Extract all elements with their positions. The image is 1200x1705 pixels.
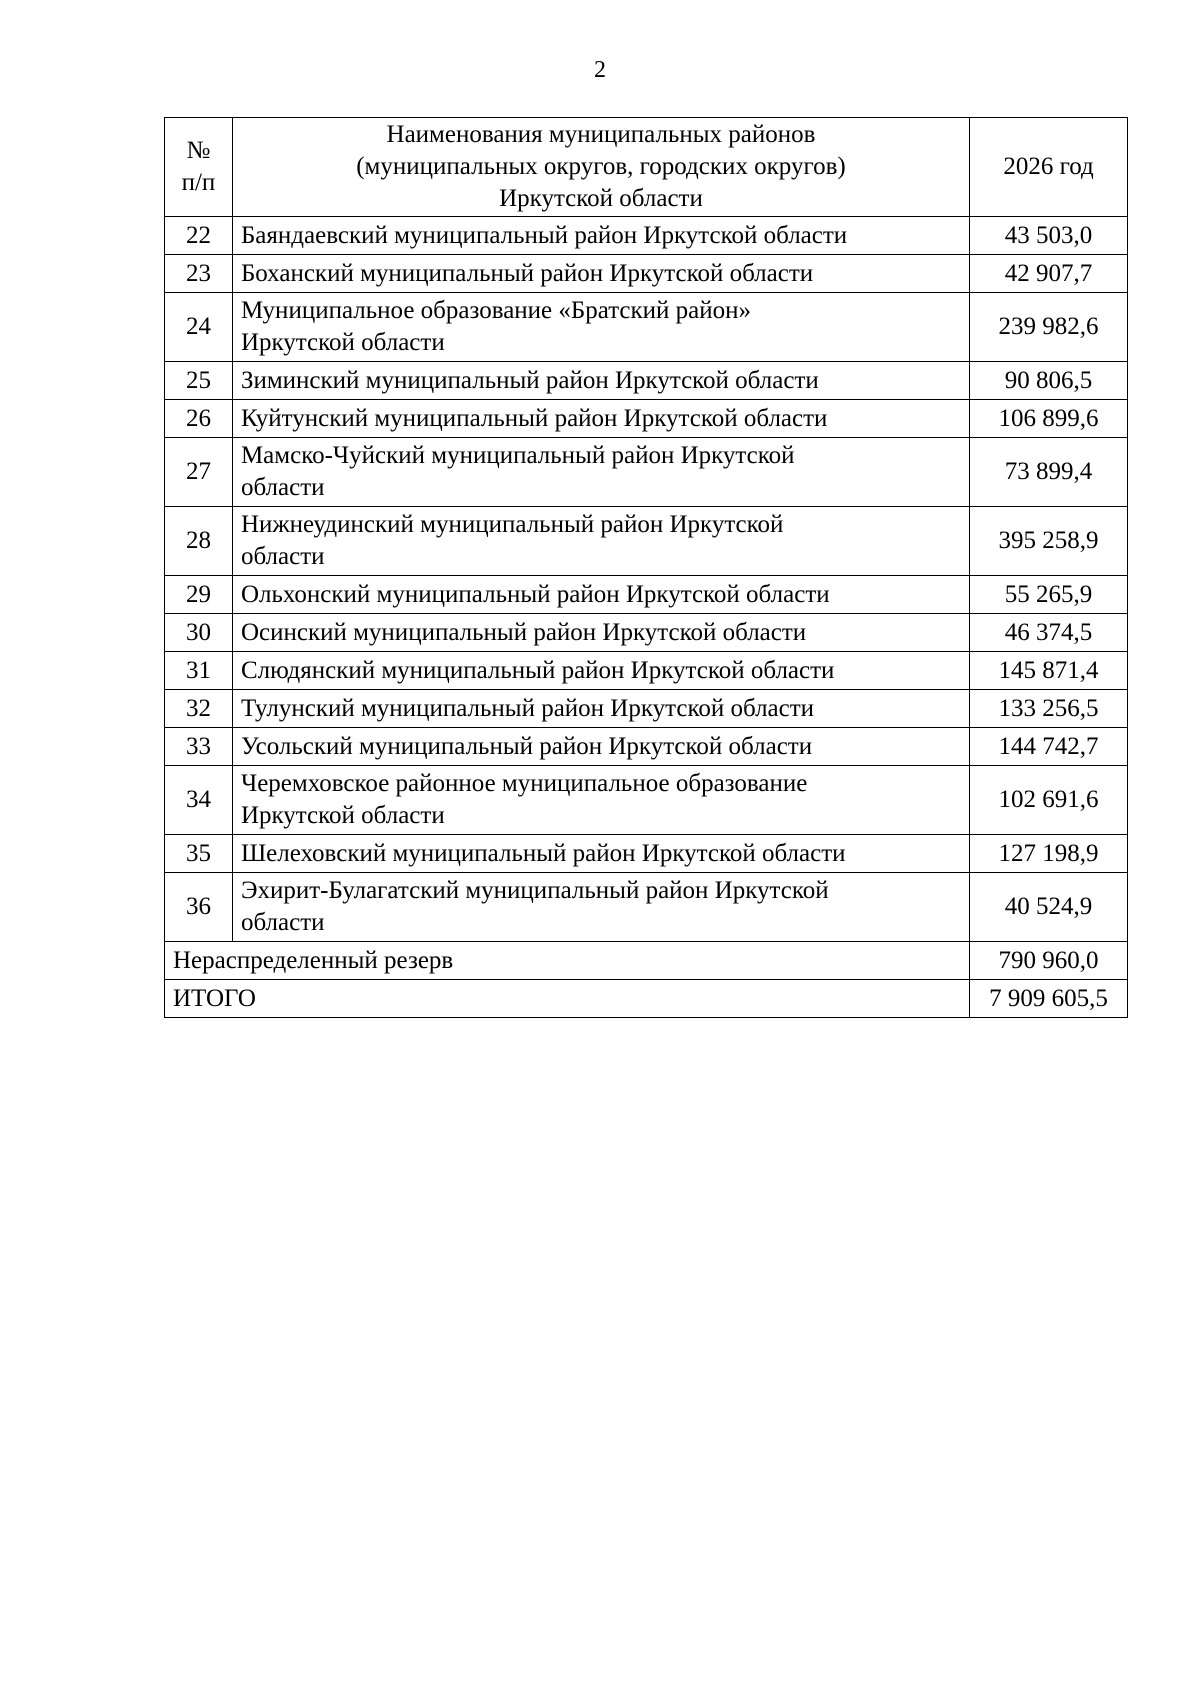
total-row xyxy=(165,980,1128,1018)
row-name-line2: области xyxy=(240,474,325,501)
row-name: Тулунский муниципальный район Иркутской области xyxy=(232,690,969,728)
table-row xyxy=(165,362,1128,400)
table-row xyxy=(165,614,1128,652)
row-value: 102 691,6 xyxy=(970,766,1128,835)
row-name: Осинский муниципальный район Иркутской области xyxy=(232,614,969,652)
row-number: 22 xyxy=(165,217,233,255)
table-row xyxy=(165,690,1128,728)
row-name-line2: Иркутской области xyxy=(240,329,445,356)
table-row xyxy=(165,652,1128,690)
row-number: 31 xyxy=(165,652,233,690)
row-value: 239 982,6 xyxy=(970,293,1128,362)
row-number: 33 xyxy=(165,728,233,766)
row-name-line1: Нижнеудинский муниципальный район Иркутской xyxy=(240,511,784,538)
header-year: 2026 год xyxy=(970,118,1128,217)
header-name xyxy=(232,118,969,217)
table-header-row xyxy=(165,118,1128,217)
row-value: 42 907,7 xyxy=(970,255,1128,293)
row-name: Куйтунский муниципальный район Иркутской области xyxy=(232,400,969,438)
table-row xyxy=(165,766,1128,835)
header-name-line3: Иркутской области xyxy=(499,185,703,212)
row-name: Боханский муниципальный район Иркутской области xyxy=(232,255,969,293)
row-name: Зиминский муниципальный район Иркутской области xyxy=(232,362,969,400)
row-value: 43 503,0 xyxy=(970,217,1128,255)
row-name: Слюдянский муниципальный район Иркутской области xyxy=(232,652,969,690)
total-label: ИТОГО xyxy=(165,980,970,1018)
row-value: 40 524,9 xyxy=(970,873,1128,942)
row-value: 144 742,7 xyxy=(970,728,1128,766)
row-number: 23 xyxy=(165,255,233,293)
table-row xyxy=(165,835,1128,873)
row-name-line2: Иркутской области xyxy=(240,802,445,829)
row-value: 145 871,4 xyxy=(970,652,1128,690)
row-number: 32 xyxy=(165,690,233,728)
table-row xyxy=(165,438,1128,507)
header-number-line2: п/п xyxy=(181,169,216,196)
row-number: 29 xyxy=(165,576,233,614)
row-name: Ольхонский муниципальный район Иркутской области xyxy=(232,576,969,614)
row-name: Усольский муниципальный район Иркутской области xyxy=(232,728,969,766)
row-name-line2: области xyxy=(240,909,325,936)
header-number-line1: № xyxy=(186,137,211,164)
page-number: 2 xyxy=(594,57,606,83)
table-row xyxy=(165,873,1128,942)
table-row xyxy=(165,293,1128,362)
table-row xyxy=(165,255,1128,293)
row-value: 127 198,9 xyxy=(970,835,1128,873)
total-value: 7 909 605,5 xyxy=(970,980,1128,1018)
row-name xyxy=(232,293,969,362)
row-value: 106 899,6 xyxy=(970,400,1128,438)
budget-allocation-table xyxy=(164,117,1128,1018)
row-value: 90 806,5 xyxy=(970,362,1128,400)
row-name xyxy=(232,766,969,835)
row-name-line1: Черемховское районное муниципальное образование xyxy=(240,770,808,797)
table-row xyxy=(165,576,1128,614)
reserve-label: Нераспределенный резерв xyxy=(165,942,970,980)
table-row xyxy=(165,728,1128,766)
row-number: 24 xyxy=(165,293,233,362)
row-number: 28 xyxy=(165,507,233,576)
row-value: 46 374,5 xyxy=(970,614,1128,652)
row-value: 55 265,9 xyxy=(970,576,1128,614)
header-number xyxy=(165,118,233,217)
row-value: 73 899,4 xyxy=(970,438,1128,507)
row-name-line2: области xyxy=(240,543,325,570)
row-name-line1: Мамско-Чуйский муниципальный район Иркутской xyxy=(240,442,795,469)
reserve-row xyxy=(165,942,1128,980)
row-number: 25 xyxy=(165,362,233,400)
row-name-line1: Эхирит-Булагатский муниципальный район Иркутской xyxy=(240,877,829,904)
row-number: 30 xyxy=(165,614,233,652)
row-name xyxy=(232,507,969,576)
header-name-line2: (муниципальных округов, городских округов) xyxy=(356,153,846,180)
row-name: Баяндаевский муниципальный район Иркутской области xyxy=(232,217,969,255)
table-row xyxy=(165,217,1128,255)
row-number: 35 xyxy=(165,835,233,873)
row-value: 395 258,9 xyxy=(970,507,1128,576)
row-number: 26 xyxy=(165,400,233,438)
row-value: 133 256,5 xyxy=(970,690,1128,728)
row-number: 36 xyxy=(165,873,233,942)
row-name: Шелеховский муниципальный район Иркутской области xyxy=(232,835,969,873)
row-name-line1: Муниципальное образование «Братский район» xyxy=(240,297,752,324)
row-name xyxy=(232,438,969,507)
reserve-value: 790 960,0 xyxy=(970,942,1128,980)
row-name xyxy=(232,873,969,942)
table-row xyxy=(165,507,1128,576)
header-name-line1: Наименования муниципальных районов xyxy=(386,121,816,148)
row-number: 34 xyxy=(165,766,233,835)
table-row xyxy=(165,400,1128,438)
row-number: 27 xyxy=(165,438,233,507)
